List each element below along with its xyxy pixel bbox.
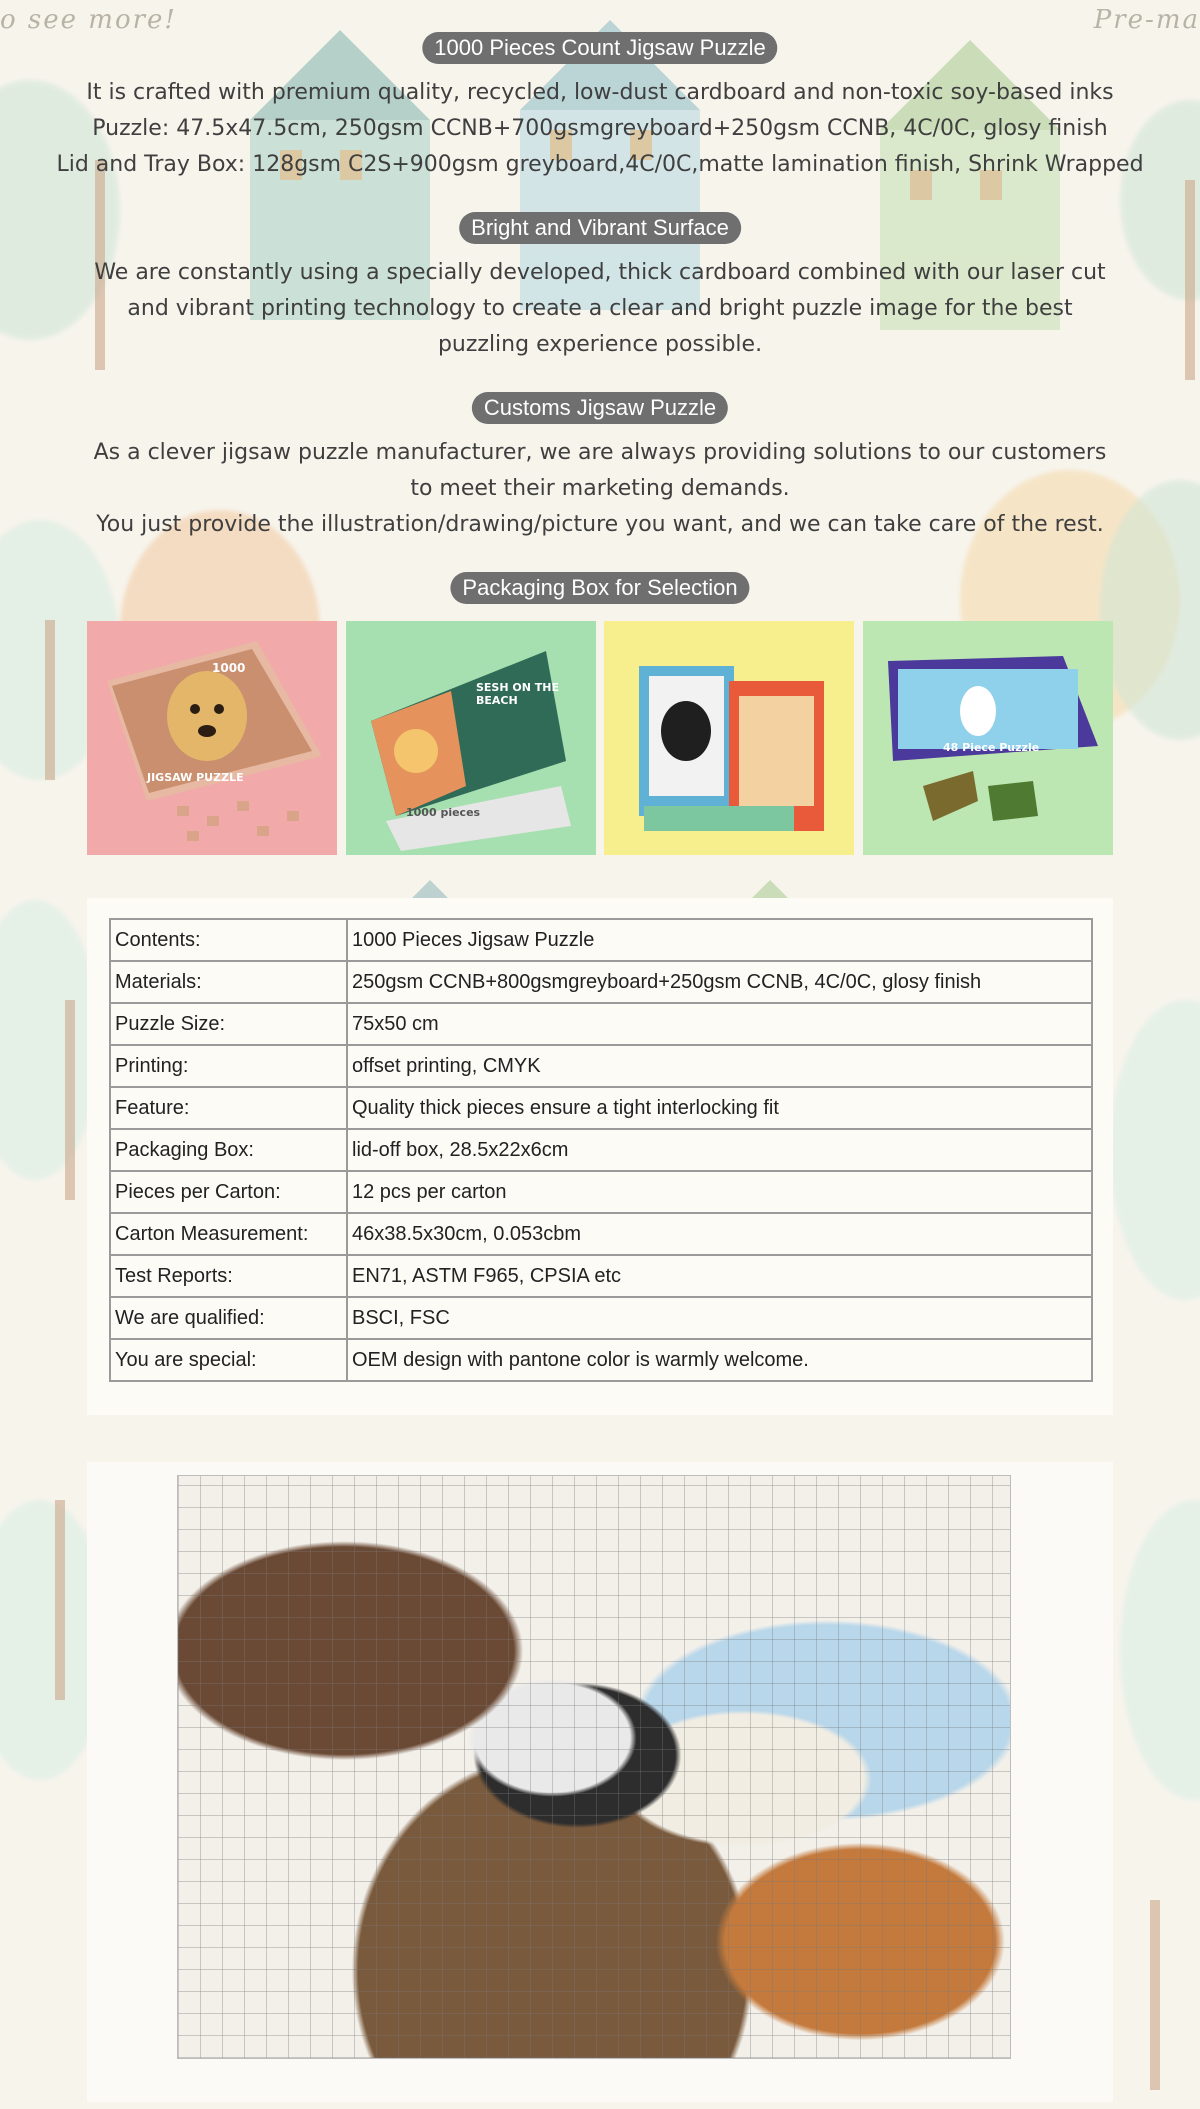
spec-key: Packaging Box: [110, 1129, 347, 1171]
spec-key: We are qualified: [110, 1297, 347, 1339]
photo-caption: SESH ON THE BEACH [476, 681, 560, 707]
packaging-photo-beach-puzzle[interactable] [346, 621, 596, 855]
photo-badge: 1000 pieces [406, 806, 481, 819]
farm-animals-puzzle-image [177, 1475, 1011, 2059]
spec-row [110, 1213, 1092, 1255]
section-body-bright-vibrant [40, 255, 1160, 363]
section-title-1000-pieces: 1000 Pieces Count Jigsaw Puzzle [422, 32, 777, 64]
spec-value: 46x38.5x30cm, 0.053cbm [347, 1213, 1092, 1255]
spec-value: lid-off box, 28.5x22x6cm [347, 1129, 1092, 1171]
spec-value: 1000 Pieces Jigsaw Puzzle [347, 919, 1092, 961]
spec-row [110, 1045, 1092, 1087]
text-line: We are constantly using a specially developed, thick cardboard combined with our laser cut [94, 260, 1106, 285]
section-title-bright-vibrant: Bright and Vibrant Surface [459, 212, 741, 244]
dog-puzzle-box-image [87, 621, 337, 855]
spec-row [110, 919, 1092, 961]
spec-table-panel [87, 898, 1113, 1415]
photo-badge: 1000 [212, 661, 246, 675]
spec-row [110, 1171, 1092, 1213]
puzzle-image-panel [87, 1462, 1113, 2102]
spec-table [109, 918, 1093, 1382]
spec-key: Contents: [110, 919, 347, 961]
spec-row [110, 1339, 1092, 1381]
section-title-custom-puzzle: Customs Jigsaw Puzzle [472, 392, 728, 424]
spec-key: Materials: [110, 961, 347, 1003]
spec-key: You are special: [110, 1339, 347, 1381]
photo-caption: 48 Piece Puzzle [943, 741, 1040, 754]
text-line: to meet their marketing demands. [410, 476, 790, 501]
spec-key: Test Reports: [110, 1255, 347, 1297]
spec-value: offset printing, CMYK [347, 1045, 1092, 1087]
spec-key: Puzzle Size: [110, 1003, 347, 1045]
spec-key: Carton Measurement: [110, 1213, 347, 1255]
packaging-photo-dog-puzzle[interactable] [87, 621, 337, 855]
text-line: Puzzle: 47.5x47.5cm, 250gsm CCNB+700gsmgreyboard+250gsm CCNB, 4C/0C, glosy finish [92, 116, 1108, 141]
spec-value: 75x50 cm [347, 1003, 1092, 1045]
spec-row [110, 1255, 1092, 1297]
spec-row [110, 1087, 1092, 1129]
text-line: You just provide the illustration/drawing/picture you want, and we can take care of the rest. [96, 512, 1104, 537]
spec-value: BSCI, FSC [347, 1297, 1092, 1339]
art-puzzle-boxes-image [604, 621, 854, 855]
spec-row [110, 1003, 1092, 1045]
spec-value: 12 pcs per carton [347, 1171, 1092, 1213]
spec-row [110, 961, 1092, 1003]
bunny-puzzle-box-image [863, 621, 1113, 855]
section-body-custom-puzzle [40, 435, 1160, 543]
spec-key: Pieces per Carton: [110, 1171, 347, 1213]
section-title-packaging: Packaging Box for Selection [450, 572, 749, 604]
beach-puzzle-box-image [346, 621, 596, 855]
spec-value: Quality thick pieces ensure a tight interlocking fit [347, 1087, 1092, 1129]
spec-value: 250gsm CCNB+800gsmgreyboard+250gsm CCNB, 4C/0C, glosy finish [347, 961, 1092, 1003]
spec-value: EN71, ASTM F965, CPSIA etc [347, 1255, 1092, 1297]
packaging-photo-art-puzzles[interactable] [604, 621, 854, 855]
text-line: As a clever jigsaw puzzle manufacturer, we are always providing solutions to our customers [93, 440, 1107, 465]
packaging-photo-bunny-puzzle[interactable] [863, 621, 1113, 855]
photo-caption: JIGSAW PUZZLE [147, 771, 244, 784]
spec-key: Printing: [110, 1045, 347, 1087]
text-line: Lid and Tray Box: 128gsm C2S+900gsm greyboard,4C/0C,matte lamination finish, Shrink Wrapped [56, 152, 1144, 177]
corner-script-left: o see more! [0, 5, 177, 35]
spec-row [110, 1129, 1092, 1171]
text-line: puzzling experience possible. [437, 332, 763, 357]
spec-value: OEM design with pantone color is warmly welcome. [347, 1339, 1092, 1381]
text-line: and vibrant printing technology to create a clear and bright puzzle image for the best [127, 296, 1073, 321]
corner-script-right: Pre-ma [1093, 5, 1200, 35]
section-body-1000-pieces [40, 75, 1160, 183]
text-line: It is crafted with premium quality, recycled, low-dust cardboard and non-toxic soy-based inks [86, 80, 1114, 105]
spec-row [110, 1297, 1092, 1339]
spec-key: Feature: [110, 1087, 347, 1129]
